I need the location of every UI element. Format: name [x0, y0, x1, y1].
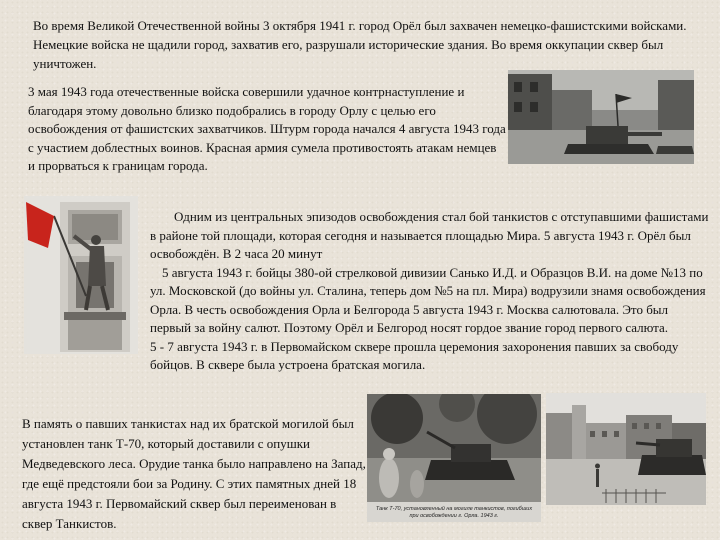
liberation-text-part2: 5 августа 1943 г. бойцы 380-ой стрелковой дивизии Санько И.Д. и Образцов В.И. на доме №13 по ул. Московской (до войны ул. Сталина, теперь дом №5 на пл. Мира) водрузили знамя освобождения Орла. В честь освобождения Орла и Белгорода 5 августа 1943 г. Москва салютовала. Это был первый за войну салют. Поэтому Орёл и Белгород носят гордое звание город первого салюта. — [150, 264, 706, 335]
tank-street-photo — [508, 70, 694, 164]
liberation-text-part1: Одним из центральных эпизодов освобождения стал бой танкистов с отступавшими фашистами в районе той площади, которая сегодня и называется площадью Мира. 5 августа 1943 г. Орёл был освобождён. В 2 часа 20 минут — [150, 209, 709, 261]
tank-square-photo — [546, 393, 706, 505]
tank-monument-photo — [367, 394, 541, 522]
liberation-paragraph — [150, 208, 710, 375]
liberation-text-part3: 5 - 7 августа 1943 г. в Первомайском сквере прошла церемония захоронения павших за свободу бойцов. В сквере была устроена братская могила. — [150, 338, 679, 372]
intro-paragraph: Во время Великой Отечественной войны 3 октября 1941 г. город Орёл был захвачен немецко-фашистскими войсками. Немецкие войска не щадили город, захватив его, разрушали исторические здания. Во время оккупации сквер был уничтожен. — [33, 18, 687, 71]
flag-building-photo — [24, 196, 138, 354]
memorial-paragraph: В память о павших танкистах над их братской могилой был установлен танк Т-70, который доставили с опушки Медведевского леса. Орудие танка было направлено на Запад, где ещё предстояли бои за Родину. С этих памятных дней 18 августа 1943 г. Первомайский сквер был переименован в сквер Танкистов. — [22, 416, 366, 531]
tank-monument-caption: Танк Т-70, установленный на могиле танкистов, погибших при освобождении г. Орла. 1943 г. — [375, 506, 533, 519]
counteroffensive-paragraph: 3 мая 1943 года отечественные войска совершили удачное контрнаступление и благодаря этому довольно близко подобрались в городу Орлу с целью его освобождения от фашистских захватчиков. Штурм города начался 4 августа 1943 года с участием доблестных воинов. Красная армия сумела противостоять атакам немцев и прорваться к границам города. — [28, 84, 506, 173]
